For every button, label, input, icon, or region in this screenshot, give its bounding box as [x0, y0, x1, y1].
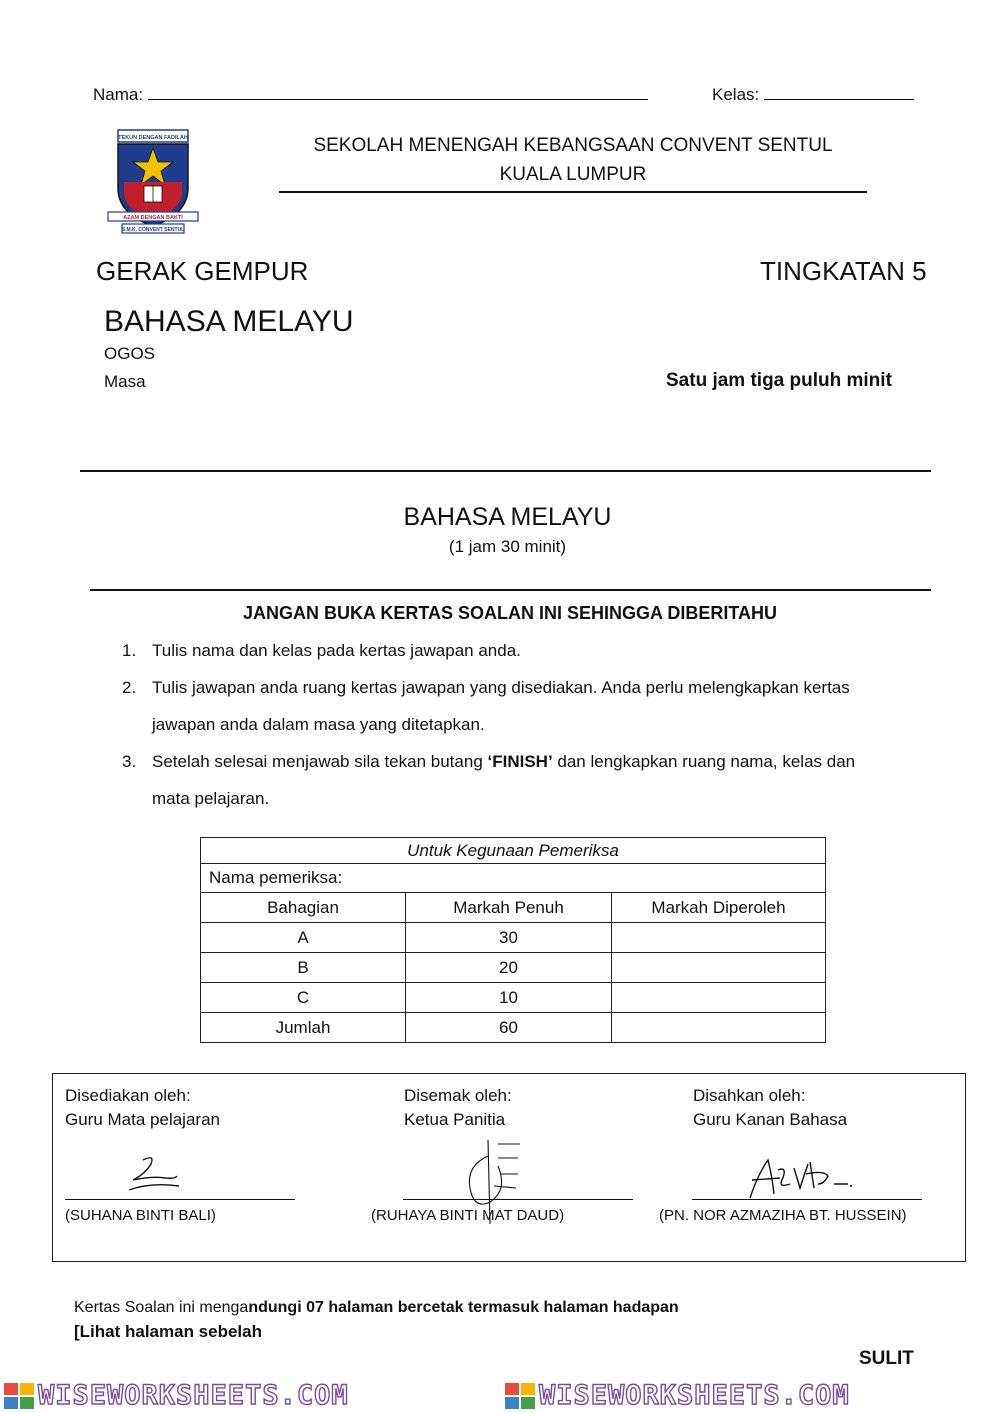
time-value: Satu jam tiga puluh minit — [666, 370, 892, 391]
duration: (1 jam 30 minit) — [448, 537, 567, 556]
page-count-note — [74, 1299, 679, 1317]
kelas-label: Kelas: — [712, 85, 760, 104]
signature-line — [692, 1199, 922, 1200]
kelas-blank — [764, 84, 914, 100]
instruction-text-part: Setelah selesai menjawab sila tekan butang — [152, 752, 488, 771]
nama-blank — [148, 84, 648, 100]
full-mark-cell: 20 — [406, 953, 612, 983]
time-label: Masa — [104, 372, 146, 391]
form-title: TINGKATAN 5 — [760, 256, 927, 286]
table-header: Markah Diperoleh — [612, 893, 826, 923]
instruction-text-cont: mata pelajaran. — [152, 789, 270, 808]
subject-center: BAHASA MELAYU — [403, 503, 612, 531]
school-name: SEKOLAH MENENGAH KEBANGSAAN CONVENT SENTUL — [313, 135, 833, 156]
obtained-mark-cell — [612, 983, 826, 1013]
nama-label: Nama: — [93, 85, 144, 104]
full-mark-cell: 10 — [406, 983, 612, 1013]
signature-role: Disahkan oleh: — [693, 1086, 806, 1105]
signature-title: Ketua Panitia — [404, 1110, 506, 1129]
section-cell: Jumlah — [201, 1013, 406, 1043]
obtained-mark-cell — [612, 1013, 826, 1043]
nama-field — [93, 84, 648, 105]
instruction-text: Tulis jawapan anda ruang kertas jawapan yang disediakan. Anda perlu melengkapkan kertas — [152, 678, 850, 697]
obtained-mark-cell — [612, 923, 826, 953]
table-row — [201, 983, 826, 1013]
school-crest-logo — [104, 126, 202, 238]
signature-role: Disemak oleh: — [404, 1086, 512, 1105]
examiner-table — [200, 837, 826, 1043]
section-cell: A — [201, 923, 406, 953]
instruction-text — [152, 743, 855, 780]
signature-line — [403, 1199, 633, 1200]
signature-reviewed — [404, 1084, 512, 1132]
table-row-total — [201, 1013, 826, 1043]
examiner-name-label: Nama pemeriksa: — [201, 864, 826, 893]
watermark-logo-icon — [4, 1383, 34, 1409]
signature-role: Disediakan oleh: — [65, 1086, 191, 1105]
table-caption: Untuk Kegunaan Pemeriksa — [201, 838, 826, 864]
table-header-row — [201, 893, 826, 923]
signature-title: Guru Mata pelajaran — [65, 1110, 220, 1129]
signature-approved — [693, 1084, 847, 1132]
full-mark-cell: 30 — [406, 923, 612, 953]
instruction-text-cont: jawapan anda dalam masa yang ditetapkan. — [152, 715, 485, 734]
page-count-bold: ndungi 07 halaman bercetak termasuk halaman hadapan — [248, 1299, 679, 1316]
crest-motto-bottom: AZAM DENGAN BAKTI — [123, 215, 183, 221]
school-city: KUALA LUMPUR — [499, 164, 647, 185]
crest-school-name: S.M.K. CONVENT SENTUL — [121, 227, 185, 233]
signature-title: Guru Kanan Bahasa — [693, 1110, 848, 1129]
section-cell: B — [201, 953, 406, 983]
instruction-text-part: dan lengkapkan ruang nama, kelas dan — [552, 752, 856, 771]
subject-title: BAHASA MELAYU — [104, 305, 354, 338]
table-header: Markah Penuh — [406, 893, 612, 923]
instruction-number: 3. — [122, 752, 137, 771]
watermark-strip — [0, 1378, 1000, 1413]
watermark-logo-icon — [505, 1383, 535, 1409]
page-count-prefix: Kertas Soalan ini menga — [74, 1299, 249, 1316]
crest-motto-top: TEKUN DENGAN FADILAH — [118, 135, 188, 141]
obtained-mark-cell — [612, 953, 826, 983]
exam-month: OGOS — [104, 344, 156, 363]
signature-3-scribble — [738, 1154, 858, 1204]
full-mark-cell: 60 — [406, 1013, 612, 1043]
instruction-number: 1. — [122, 641, 137, 660]
watermark-text: WISEWORKSHEETS.COM — [539, 1380, 850, 1411]
signature-box — [52, 1073, 966, 1262]
warning-heading: JANGAN BUKA KERTAS SOALAN INI SEHINGGA DIBERITAHU — [242, 603, 777, 623]
signature-1-scribble — [123, 1152, 183, 1197]
table-header: Bahagian — [201, 893, 406, 923]
signature-name: (RUHAYA BINTI MAT DAUD) — [371, 1207, 565, 1224]
school-underline — [279, 191, 867, 193]
signature-prepared — [65, 1084, 220, 1132]
section-cell: C — [201, 983, 406, 1013]
signature-line — [65, 1199, 295, 1200]
watermark-text: WISEWORKSHEETS.COM — [38, 1380, 349, 1411]
signature-name: (SUHANA BINTI BALI) — [65, 1207, 216, 1224]
divider-bottom — [90, 589, 931, 591]
finish-keyword: ‘FINISH’ — [487, 752, 553, 771]
instruction-number: 2. — [122, 678, 137, 697]
next-page-note: [Lihat halaman sebelah — [74, 1322, 262, 1341]
program-title: GERAK GEMPUR — [96, 256, 309, 286]
instruction-text: Tulis nama dan kelas pada kertas jawapan anda. — [152, 641, 521, 660]
table-row — [201, 923, 826, 953]
sulit-label: SULIT — [859, 1348, 914, 1369]
divider-top — [80, 470, 931, 472]
signature-name: (PN. NOR AZMAZIHA BT. HUSSEIN) — [659, 1207, 907, 1224]
kelas-field — [712, 84, 914, 105]
table-row — [201, 953, 826, 983]
